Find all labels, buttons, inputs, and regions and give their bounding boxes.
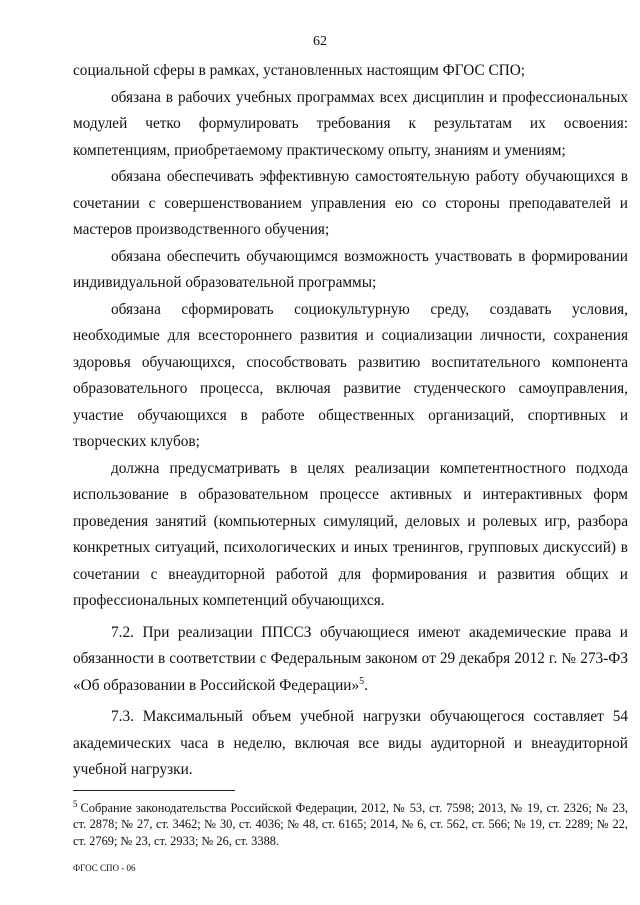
footnote-text: Собрание законодательства Российской Федерации, 2012, № 53, ст. 7598; 2013, № 19, ст. 2326; № 23, ст. 2878; № 27, ст. 3462; № 30, ст. 4036; № 48, ст. 6165; 2014, № 6, ст. 562, ст. 566; № 19, ст. 2289; № 22, ст. 2769; № 23, ст. 2933; № 26, ст. 3388. bbox=[73, 801, 628, 848]
paragraph-text: обязана сформировать социокультурную среду, создавать условия, необходимые для всестороннего развития и социализации личности, сохранения здоровья обучающихся, способствовать развитию воспитательного компонента образовательного процесса, включая развитие студенческого самоуправления, участие обучающихся в работе общественных организаций, спортивных и творческих клубов; bbox=[73, 300, 628, 450]
document-code: ФГОС СПО - 06 bbox=[73, 863, 136, 873]
paragraph bbox=[73, 456, 628, 615]
footnote-separator bbox=[73, 790, 235, 791]
paragraph-text: 7.3. Максимальный объем учебной нагрузки обучающегося составляет 54 академических часа в неделю, включая все виды аудиторной и внеаудиторной учебной нагрузки. bbox=[73, 708, 628, 778]
paragraph bbox=[73, 85, 628, 165]
footnote-reference[interactable]: 5 bbox=[359, 675, 365, 687]
document-body bbox=[73, 58, 628, 784]
paragraph bbox=[73, 244, 628, 297]
paragraph-text: должна предусматривать в целях реализации компетентностного подхода использование в образовательном процессе активных и интерактивных форм проведения занятий (компьютерных симуляций, деловых и ролевых игр, разбора конкретных ситуаций, психологических и иных тренингов, групповых дискуссий) в сочетании с внеаудиторной работой для формирования и развития общих и профессиональных компетенций обучающихся. bbox=[73, 459, 628, 609]
footnote bbox=[73, 800, 628, 849]
paragraph bbox=[73, 164, 628, 244]
paragraph-text: обязана обеспечивать эффективную самостоятельную работу обучающихся в сочетании с совершенствованием управления ею со стороны преподавателей и мастеров производственного обучения; bbox=[73, 168, 628, 238]
paragraph-text: 7.2. При реализации ППССЗ обучающиеся имеют академические права и обязанности в соответствии с Федеральным законом от 29 декабря 2012 г. № 273-ФЗ «Об образовании в Российской Федерации» bbox=[73, 623, 628, 694]
footnote-number: 5 bbox=[73, 798, 78, 809]
paragraph-text: обязана обеспечить обучающимся возможность участвовать в формировании индивидуальной образовательной программы; bbox=[73, 247, 628, 291]
page-number: 62 bbox=[313, 34, 327, 49]
section-7-2: 7.2. При реализации ППССЗ обучающиеся имеют академические права и обязанности в соответствии с Федеральным законом от 29 декабря 2012 г. № 273-ФЗ «Об образовании в Российской Федерации»$^5$. bbox=[73, 623, 628, 694]
paragraph bbox=[73, 297, 628, 456]
paragraph bbox=[73, 58, 628, 85]
section-7-3 bbox=[73, 704, 628, 784]
paragraph-text: обязана в рабочих учебных программах всех дисциплин и профессиональных модулей четко формулировать требования к результатам их освоения: компетенциям, приобретаемому практическому опыту, знаниям и умениям; bbox=[73, 88, 628, 159]
paragraph-text: социальной сферы в рамках, установленных настоящим ФГОС СПО; bbox=[73, 62, 526, 79]
